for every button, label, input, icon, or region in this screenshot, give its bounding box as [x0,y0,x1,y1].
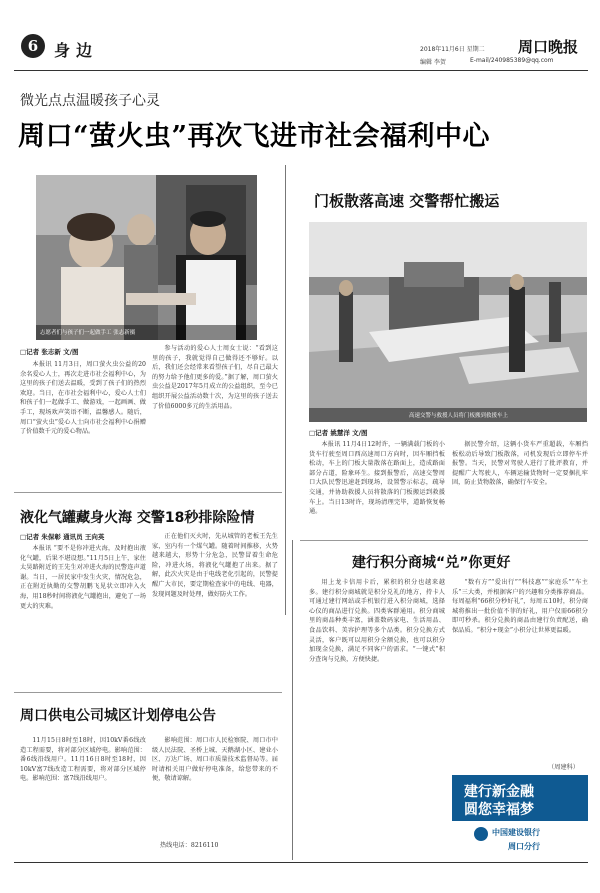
ad-bank: 中国建设银行 [492,828,540,837]
story2-photo-caption: 高速交警与救援人员将门板搬到救援车上 [409,413,509,419]
story2-headline: 门板散落高速 交警帮忙搬运 [314,192,500,210]
lead-photo [36,175,257,340]
story2-body-col1: 本报讯 11月4日12时许，一辆满载门板的小货车行驶至周口西高速周口方向时，因车厢挡板松动，车上的门板大量散落在路面上，造成路面部分占道，险象环生。接到报警后，高速交警周口大队民警迅速赶到现场，设置警示标志，疏导交通，并协助救援人员将散落的门板搬运到救援车上。当日13时许，现场清理完毕，道路恢复畅通。 [309,441,445,516]
story4-rule [300,540,588,541]
story4-body-col2: “数有方”“爱出行”“科技惠”“家庭乐”“车主乐”三大类，并根据客户的兴趣和分类推荐商品。每周福利“66积分秒好礼”，每周五10时，积分商城将推出一批价值不菲的好礼，用户仅需66积分即可秒杀。积分兑换的商品由建行负责配送，确保品质。“积分+现金”小积分让世界更温暖。 [452,579,588,634]
page-number: 6 [27,37,39,55]
story3-rule [14,492,282,493]
lead-body-col2: 参与活动的爱心人士周女士说：“看到这里的孩子，我就觉得自己做得还不够好。以后，我们还会经常来看望孩子们，尽自己最大的努力给予他们更多的爱。”据了解，周口萤火虫公益是2017年5月成立的公益组织，至今已组织开展公益活动数十次，为这里的孩子送去了价值6000多元的生活用品。 [152,345,278,410]
story5-body-col1: 11月15日8时至18时，因10kV番6线改造工程需要，将对部分区域停电。影响范围：番6线沿线用户。11月16日8时至18时，因10kV富7线改造工程需要，将对部分区域停电。影响范围：富7线沿线用户。 [20,737,146,783]
page-number-badge [21,34,45,58]
ad-line2: 圆您幸福梦 [464,802,534,818]
column-divider-lower [292,540,293,860]
story5-headline: 周口供电公司城区计划停电公告 [20,708,216,724]
story4-headline: 建行积分商城“兑”你更好 [352,555,511,571]
story3-body-col1: 本报讯 “要不是你冲进火海，及时抱出液化气罐，后果不堪设想。”11月5日上午，家住太昊路附近的王先生对冲进火海的民警连声道谢。当日，一居民家中发生火灾，情况危急，正在附近执勤的交警胡鹏飞见状立即冲入火海，用18秒时间将液化气罐抱出，避免了一场更大的灾难。 [20,545,146,610]
lead-byline: □记者 张志新 文/图 [20,348,79,356]
header-rule [14,70,588,71]
column-divider [285,165,286,615]
masthead-logo: 周口晚报 [518,38,579,56]
section-name: 身边 [54,41,99,60]
lead-headline: 周口“萤火虫”再次飞进市社会福利中心 [18,121,491,152]
date-line: 2018年11月6日 星期二 [420,46,485,53]
story3-body-col2: 正在他们灭火时，先从城管的老板王先生家，室内有一个煤气罐。随着时间推移，火势越来越大，形势十分危急，民警冒着生命危险，冲进火场，将液化气罐抱了出来。据了解，此次火灾是由于电线老化引起的，民警提醒广大市民，要定期检查家中的电线、电器，发现问题及时处理，做好防火工作。 [152,533,278,598]
lead-photo-caption: 志愿者们与孩子们一起做手工 张志新摄 [40,330,136,336]
ad-branch: 周口分行 [508,842,540,851]
story3-byline: □记者 朱保彰 通讯员 王向英 [20,533,105,541]
story2-photo [309,222,587,422]
ccb-ad [452,775,588,855]
story5-body-col2: 影响范围：周口市人民检察院、周口市中级人民法院、圣桥上城、天鹅湖小区、建业小区、万达广场、周口市质量技术监督局等。届时请相关用户做好停电准备，给您带来的不便，敬请谅解。 [152,737,278,783]
story4-body-col1: 用上龙卡信用卡后，累积的积分也越来越多。建行积分商城就是积分兑礼的地方，持卡人可通过建行网站或手机银行进入积分商城，选择心仪的商品进行兑换。四类客群通用。积分商城里的商品种类丰富，涵盖数码家电、生活用品、食品饮料、美容护理等多个品类。积分兑换方式灵活，客户既可以用积分全额兑换，也可以积分加现金兑换，满足不同客户的需求。“一键式”积分查询与兑换，方便快捷。 [309,579,445,663]
story2-byline: □记者 姚慧洋 文/图 [309,429,368,437]
lead-kicker: 微光点点温暖孩子心灵 [20,93,160,109]
lead-body-col1: 本报讯 11月3日，周口萤火虫公益的20余名爱心人士，再次走进市社会福利中心，为这里的孩子们送去温暖，受到了孩子们的热烈欢迎。当日，在市社会福利中心，爱心人士们和孩子们一起做手工、做游戏，一起画画、做手工，现场欢声笑语不断，温馨感人。随后，周口“萤火虫”爱心人士向市社会福利中心捐赠了价值数千元的爱心物品。 [20,361,146,436]
email-line: E-mail/240985389@qq.com [470,57,554,64]
highway-rescue-photo [309,222,587,422]
footer-rule [14,862,588,863]
story4-tail: （周建科） [548,764,579,771]
editor-line: 编辑 李贺 [420,59,446,66]
volunteers-children-photo [36,175,257,340]
story5-rule [14,692,282,693]
ad-line1: 建行新金融 [464,784,534,800]
story2-body-col2: 据民警介绍，这辆小货车严重超载，车厢挡板松动后导致门板散落，司机发现后立即停车并报警。当天，民警对驾驶人进行了批评教育，并提醒广大驾驶人，车辆运输货物时一定要捆扎牢固，防止货物散落，确保行车安全。 [452,441,588,487]
ccb-logo-icon [474,827,488,841]
story5-tail: 热线电话：8216110 [160,842,219,849]
story3-headline: 液化气罐藏身火海 交警18秒排除险情 [20,510,255,526]
